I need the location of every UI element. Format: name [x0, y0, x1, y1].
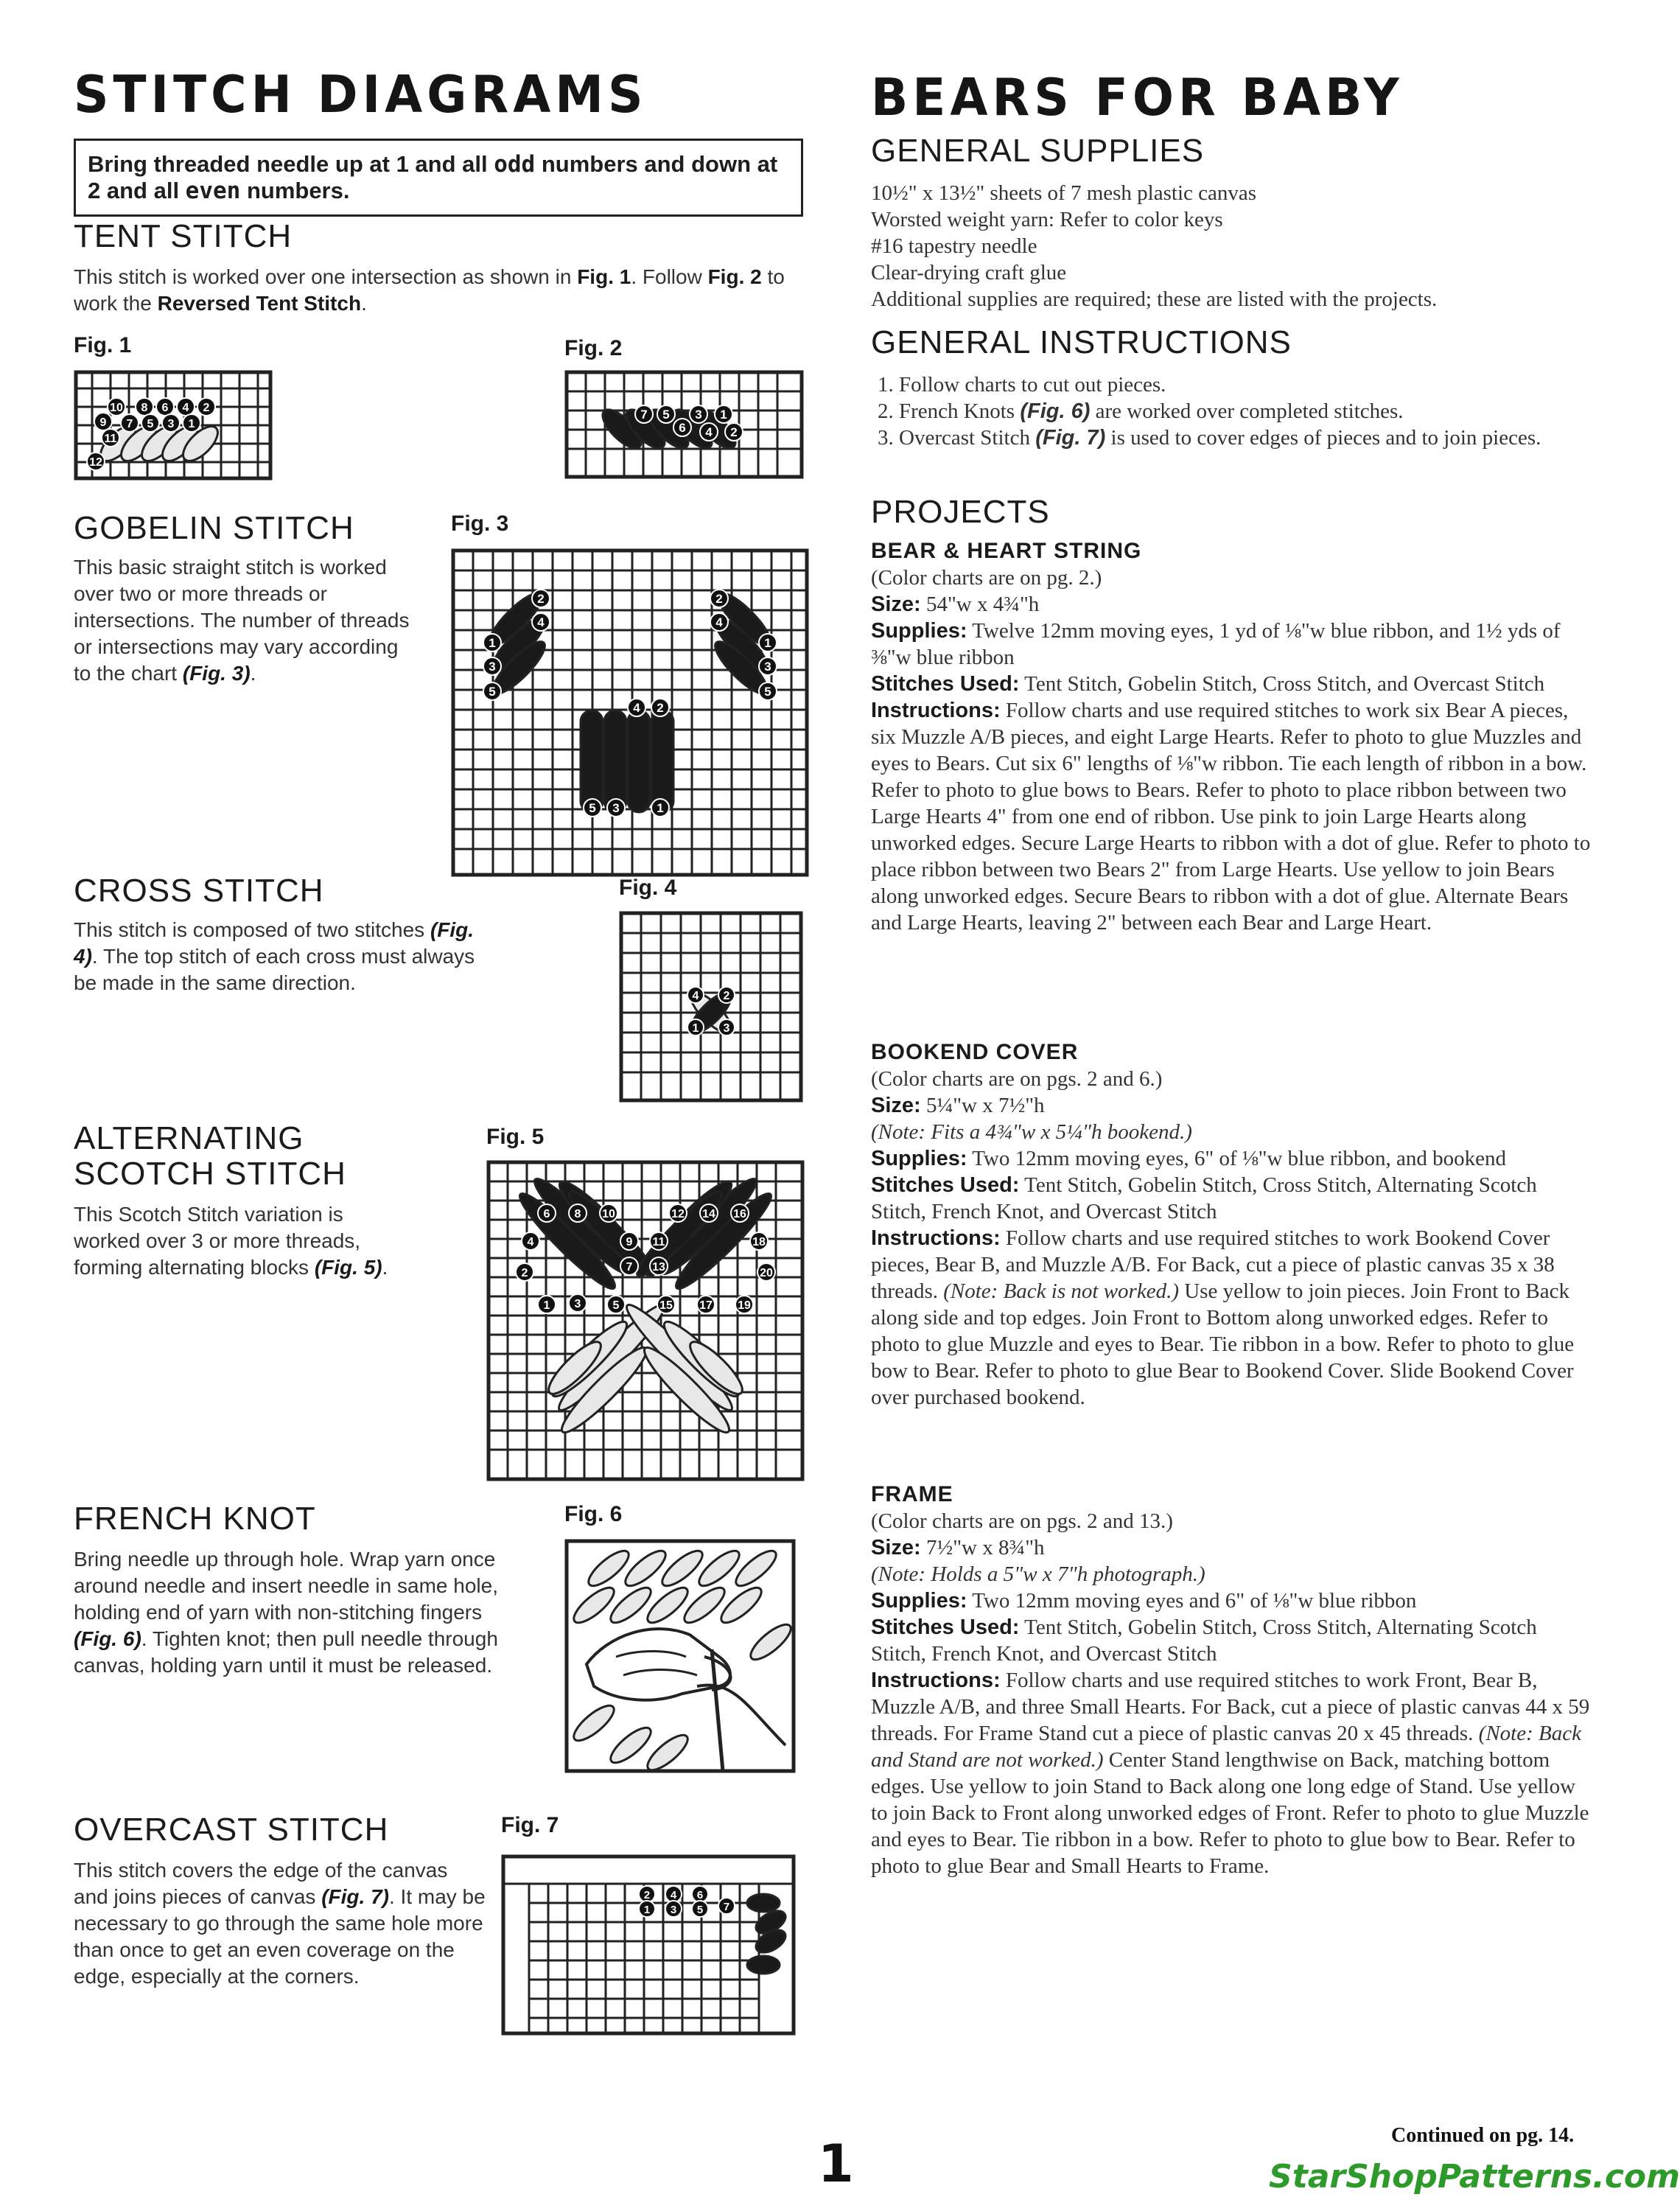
projects-heading: PROJECTS — [871, 494, 1050, 530]
fig5-number: 17 — [699, 1299, 713, 1312]
fig4-number: 4 — [692, 990, 699, 1002]
fig1-number: 7 — [126, 418, 133, 430]
project-title: BEAR & HEART STRING — [871, 539, 1142, 563]
fig7-number: 4 — [670, 1889, 677, 1901]
overcast-stitch-heading: OVERCAST STITCH — [74, 1812, 389, 1848]
gobelin-stitch-text: This basic straight stitch is worked over two or more threads or intersections. The number of threads or intersections may vary according to the chart (Fig. 3). — [74, 556, 410, 685]
fig7-number: 3 — [670, 1904, 677, 1916]
fig4-number: 2 — [723, 990, 730, 1002]
fig3-number: 1 — [764, 636, 771, 650]
fig2-number: 7 — [640, 408, 648, 422]
fig1-label: Fig. 1 — [74, 333, 132, 357]
french-knot-text: Bring needle up through hole. Wrap yarn once around needle and insert needle in same hole, holding end of yarn with non-stitching fingers (Fig. 6). Tighten knot; then pull needle through canvas, holding yarn until it must be released. — [74, 1548, 498, 1677]
fig3-number: 3 — [489, 660, 496, 674]
project-bear-heart-string: BEAR & HEART STRING (Color charts are on pg. 2.) Size: 54"w x 4¾"h Supplies: Twelve 12mm moving eyes, 1 yd of ⅛"w blue ribbon, and 1½ yds of ⅜"w blue ribbon Stitches Used: Tent Stitch, Gobelin Stitch, Cross Stitch, and Overcast Stitch Instructions: Follow charts and use required stitches to work six Bear A pieces, six Muzzle A/B pieces, and eight Large Hearts. Refer to photo to glue Muzzles and eyes to Bears. Cut six 6" lengths of ⅛"w ribbon. Tie each length of ribbon in a bow. Refer to photo to glue bows to Bears. Refer to photo to place ribbon between two Large Hearts 4" from one end of ribbon. Use pink to join Large Hearts along unworked edges. Secure Large Hearts to ribbon with a dot of glue. Refer to photo to place ribbon between two Bears 2" from Large Hearts. Use yellow to join Bears along unworked edges. Secure Bears to ribbon with a dot of glue. Alternate Bears and Large Hearts, leaving 2" between each Bear and Large Heart. — [871, 538, 1593, 936]
gobelin-stitch-heading: GOBELIN STITCH — [74, 510, 354, 546]
fig3-number: 3 — [612, 801, 620, 815]
fig3-number: 3 — [764, 660, 771, 674]
fig2-reversed-tent-diagram — [564, 370, 804, 479]
fig3-number: 1 — [489, 636, 496, 650]
fig6-french-knot-diagram — [564, 1539, 796, 1773]
fig2-number: 4 — [705, 425, 713, 439]
stitch-diagrams-title: STITCH DIAGRAMS — [74, 65, 648, 125]
fig3-number: 5 — [764, 685, 771, 699]
fig5-number: 19 — [738, 1299, 751, 1312]
fig1-number: 6 — [161, 402, 169, 414]
instruction-item: 2. French Knots (Fig. 6) are worked over completed stitches. — [899, 398, 1593, 425]
fig5-scotch-diagram — [486, 1160, 805, 1481]
fig2-number: 1 — [720, 408, 727, 422]
fig2-number: 6 — [679, 421, 686, 435]
fig4-number: 1 — [692, 1022, 699, 1035]
bears-for-baby-title: BEARS FOR BABY — [871, 68, 1404, 128]
fig5-number: 18 — [752, 1236, 766, 1248]
fig5-number: 16 — [733, 1208, 746, 1220]
fig5-number: 9 — [626, 1236, 633, 1248]
general-supplies-list — [871, 180, 1593, 312]
fig7-label: Fig. 7 — [501, 1813, 559, 1837]
fig5-number: 15 — [659, 1299, 673, 1312]
project-bookend-cover: BOOKEND COVER (Color charts are on pgs. 2 and 6.) Size: 5¼"w x 7½"h (Note: Fits a 4¾"w x 5¼"h bookend.) Supplies: Two 12mm moving eyes, 6" of ⅛"w blue ribbon, and bookend Stitches Used: Tent Stitch, Gobelin Stitch, Cross Stitch, Alternating Scotch Stitch, French Knot, and Overcast Stitch Instructions: Follow charts and use required stitches to work Bookend Cover pieces, Bear B, and Muzzle A/B. For Back, cut a piece of plastic canvas 35 x 38 threads. (Note: Back is not worked.) Use yellow to join pieces. Join Front to Back along side and top edges. Join Front to Bottom along unworked edges. Refer to photo to glue Muzzle and eyes to Bear. Tie ribbon in a bow. Refer to photo to glue bow to Bear. Refer to photo to glue Bear to Bookend Cover. Slide Bookend Cover over purchased bookend. — [871, 1039, 1593, 1411]
continued-note: Continued on pg. 14. — [1391, 2124, 1575, 2147]
fig7-overcast-diagram — [501, 1854, 796, 2036]
scotch-stitch-text: This Scotch Stitch variation is worked over 3 or more threads, forming alternating blocks (Fig. 5). — [74, 1203, 388, 1279]
fig5-number: 6 — [543, 1208, 550, 1220]
fig3-gobelin-diagram — [451, 548, 809, 877]
fig4-number: 3 — [723, 1022, 730, 1035]
fig3-number: 4 — [715, 615, 723, 629]
fig2-number: 2 — [730, 425, 738, 439]
fig1-number: 2 — [203, 402, 210, 414]
fig1-number: 3 — [167, 418, 175, 430]
fig4-cross-diagram — [619, 911, 803, 1103]
fig5-number: 4 — [527, 1236, 534, 1248]
fig3-number: 4 — [633, 701, 640, 715]
project-title: FRAME — [871, 1482, 953, 1506]
supply-line: #16 tapestry needle — [871, 234, 1037, 258]
general-instructions-heading: GENERAL INSTRUCTIONS — [871, 324, 1292, 360]
fig5-number: 10 — [602, 1208, 615, 1220]
page-number: 1 — [818, 2134, 854, 2194]
fig7-number: 2 — [643, 1889, 651, 1901]
fig5-number: 3 — [574, 1298, 581, 1310]
fig1-number: 10 — [110, 402, 123, 414]
fig3-number: 2 — [715, 592, 723, 606]
fig5-number: 5 — [612, 1299, 620, 1312]
fig3-number: 5 — [589, 801, 596, 815]
fig7-number: 5 — [696, 1904, 704, 1916]
watermark-logo: StarShopPatterns.com — [1269, 2158, 1680, 2196]
fig5-number: 1 — [543, 1299, 550, 1312]
tent-stitch-heading: TENT STITCH — [74, 218, 293, 254]
instruction-callout: Bring threaded needle up at 1 and all odd numbers and down at 2 and all even numbers. — [74, 139, 803, 217]
fig1-number: 4 — [182, 402, 189, 414]
fig3-label: Fig. 3 — [451, 511, 509, 536]
fig2-number: 5 — [662, 408, 670, 422]
supply-line: 10½" x 13½" sheets of 7 mesh plastic canvas — [871, 181, 1257, 205]
fig4-label: Fig. 4 — [619, 876, 677, 900]
fig3-number: 5 — [489, 685, 496, 699]
fig6-label: Fig. 6 — [564, 1502, 623, 1526]
project-frame: FRAME (Color charts are on pgs. 2 and 13.) Size: 7½"w x 8¾"h (Note: Holds a 5"w x 7"h photograph.) Supplies: Two 12mm moving eyes and 6" of ⅛"w blue ribbon Stitches Used: Tent Stitch, Gobelin Stitch, Cross Stitch, Alternating Scotch Stitch, French Knot, and Overcast Stitch Instructions: Follow charts and use required stitches to work Front, Bear B, Muzzle A/B, and three Small Hearts. For Back, cut a piece of plastic canvas 44 x 59 threads. For Frame Stand cut a piece of plastic canvas 20 x 45 threads. (Note: Back and Stand are not worked.) Center Stand lengthwise on Back, matching bottom edges. Use yellow to join Stand to Back along one long edge of Stand. Use yellow to join Back to Front along unworked edges of Front. Refer to photo to glue Muzzle and eyes to Bear. Tie ribbon in a bow. Refer to photo to glue bow to Bear. Refer to photo to glue Bear and Small Hearts to Frame. — [871, 1481, 1593, 1879]
fig3-number: 1 — [657, 801, 664, 815]
fig5-number: 11 — [652, 1236, 665, 1248]
project-title: BOOKEND COVER — [871, 1040, 1079, 1064]
instruction-item: 1. Follow charts to cut out pieces. — [899, 371, 1593, 398]
fig1-number: 5 — [147, 418, 154, 430]
supply-line: Worsted weight yarn: Refer to color keys — [871, 208, 1223, 231]
fig7-number: 1 — [643, 1904, 651, 1916]
supply-line: Additional supplies are required; these are listed with the projects. — [871, 287, 1438, 311]
fig5-number: 14 — [702, 1208, 715, 1220]
fig3-number: 2 — [537, 592, 545, 606]
fig1-number: 1 — [188, 418, 195, 430]
cross-stitch-heading: CROSS STITCH — [74, 873, 324, 909]
fig1-number: 11 — [104, 433, 117, 445]
fig1-number: 9 — [99, 416, 107, 429]
scotch-stitch-heading-line2: SCOTCH STITCH — [74, 1156, 346, 1192]
general-supplies-heading: GENERAL SUPPLIES — [871, 133, 1205, 169]
fig1-number: 12 — [89, 456, 102, 469]
fig5-number: 20 — [760, 1267, 773, 1279]
instruction-item: 3. Overcast Stitch (Fig. 7) is used to cover edges of pieces and to join pieces. — [899, 425, 1593, 451]
cross-stitch-text: This stitch is composed of two stitches (Fig. 4). The top stitch of each cross must always be made in the same direction. — [74, 918, 475, 994]
fig7-number: 6 — [696, 1889, 704, 1901]
fig7-number: 7 — [723, 1901, 730, 1913]
scotch-stitch-heading-line1: ALTERNATING — [74, 1120, 304, 1156]
fig2-number: 3 — [695, 408, 702, 422]
fig5-number: 8 — [574, 1208, 581, 1220]
fig2-label: Fig. 2 — [564, 336, 623, 360]
fig3-number: 4 — [537, 615, 545, 629]
fig5-number: 2 — [521, 1267, 528, 1279]
tent-stitch-text: This stitch is worked over one intersection as shown in Fig. 1. Follow Fig. 2 to work the Reversed Tent Stitch. — [74, 265, 785, 315]
supply-line: Clear-drying craft glue — [871, 261, 1067, 284]
fig3-number: 2 — [657, 701, 664, 715]
french-knot-heading: FRENCH KNOT — [74, 1501, 316, 1537]
fig1-tent-diagram — [74, 370, 273, 481]
fig1-number: 8 — [141, 402, 148, 414]
fig5-number: 13 — [652, 1261, 665, 1274]
overcast-stitch-text: This stitch covers the edge of the canvas and joins pieces of canvas (Fig. 7). It may be necessary to go through the same hole more than once to get an even coverage on the edge, especially at the corners. — [74, 1859, 486, 1988]
fig5-number: 12 — [671, 1208, 685, 1220]
fig5-number: 7 — [626, 1261, 633, 1274]
fig5-label: Fig. 5 — [486, 1125, 545, 1149]
general-instructions-list — [871, 371, 1593, 451]
